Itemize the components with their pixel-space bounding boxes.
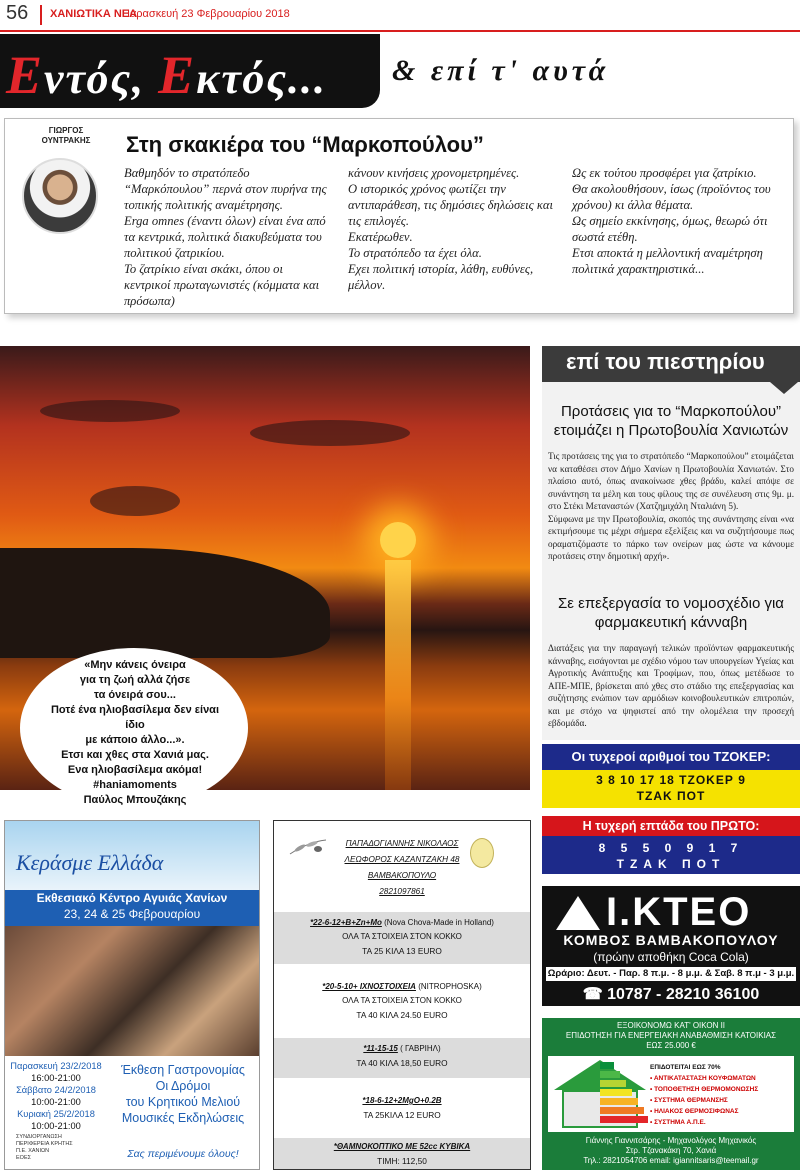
title-initial: Ε: [6, 45, 45, 105]
fair-photo: [5, 926, 259, 1056]
proto-title: Η τυχερή επτάδα του ΠΡΩΤΟ:: [542, 816, 800, 836]
photo-caption: «Μην κάνεις όνειρα για τη ζωή αλλά ζήσε τα όνειρά σου... Ποτέ ένα ηλιοβασίλεμα δεν είναι ίδιο με κάποιο άλλο...». Ετσι και χθες στα Χανιά μας. Ενα ηλιοβασίλεμα ακόμα! #haniamoments Παύλος Μπουζάκης: [50, 659, 220, 806]
opinion-title: Στη σκακιέρα του “Μαρκοπούλου”: [126, 132, 484, 157]
fair-invite: Σας περιμένουμε όλους!: [127, 1148, 239, 1160]
energy-list-item: • ΣΥΣΤΗΜΑ ΘΕΡΜΑΝΣΗΣ: [650, 1097, 728, 1104]
author-last: ΟΥΝΤΡΑΚΗΣ: [41, 136, 91, 145]
sun-reflection: [385, 560, 411, 790]
title-part: ντός,: [44, 54, 159, 103]
fert-item: [274, 912, 530, 964]
fert-product: *ΘΑΜΝΟΚΟΠΤΙΚΟ ΜΕ 52cc ΚΥΒΙΚΑ: [333, 1142, 471, 1151]
energy-foot-line: Γιάννης Γιαννιτσάρης - Μηχανολόγος Μηχανικός: [585, 1136, 757, 1145]
fert-note: (NITROPHOSKA): [415, 982, 482, 991]
energy-list-item: • ΤΟΠΟΘΕΤΗΣΗ ΘΕΡΜΟΜΟΝΩΣΗΣ: [650, 1086, 759, 1093]
fertilizer-header: [273, 836, 531, 900]
fert-price: ΤΑ 40 ΚΙΛΑ 24.50 EURO: [356, 1010, 448, 1020]
kteo-subtitle: ΚΟΜΒΟΣ ΒΑΜΒΑΚΟΠΟΥΛΟΥ: [563, 932, 779, 948]
author-name: [26, 126, 106, 146]
opinion-column-3: Ως εκ τούτου προσφέρει για ζατρίκιο. Θα ακολουθήσουν, ίσως (προϊόντος του χρόνου) κι άλλα θέματα. Ως σημείο εκκίνησης, όμως, θεωρώ ότι σωστά ετέθη. Ετσι αποκτά η μελλοντική αναμέτρηση πολιτικά χαρακτηριστικά...: [572, 166, 771, 276]
fert-note: ( ΓΑΒΡΙΗΛ): [397, 1044, 441, 1053]
author-first: ΓΙΩΡΓΟΣ: [48, 126, 84, 135]
fert-item: [274, 976, 530, 1028]
press-pointer: [770, 382, 798, 394]
news1-title: Προτάσεις για το “Μαρκοπούλου” ετοιμάζει η Πρωτοβουλία Χανιωτών: [553, 403, 789, 439]
fert-price: ΤΑ 25ΚΙΛΑ 12 EURO: [363, 1110, 441, 1120]
fair-time: 10:00-21:00: [31, 1097, 81, 1107]
energy-foot-line: Στρ. Τζανακάκη 70, Χανιά: [625, 1146, 717, 1155]
energy-footer: [546, 1136, 796, 1166]
column-title: [6, 44, 327, 106]
rating-bar: [600, 1089, 632, 1096]
fair-venue: Εκθεσιακό Κέντρο Αγυιάς Χανίων: [36, 891, 228, 905]
fert-price: ΤΑ 40 ΚΙΛΑ 18,50 EURO: [356, 1058, 448, 1068]
rating-bar: [600, 1071, 620, 1078]
fair-day: Σάββατο 24/2/2018: [16, 1085, 96, 1095]
energy-head-line: ΕΞΟΙΚΟΝΟΜΩ ΚΑΤ' ΟΙΚΟΝ ΙΙ: [616, 1021, 726, 1030]
energy-list-title: ΕΠΙΔΟΤΕΙΤΑΙ ΕΩΣ 70%: [650, 1064, 721, 1071]
fert-area: ΒΑΜΒΑΚΟΠΟΥΛΟ: [367, 871, 437, 880]
fair-day: Παρασκευή 23/2/2018: [10, 1061, 102, 1071]
kteo-title: Ι.ΚΤΕΟ: [606, 890, 752, 934]
column-subtitle: & επί τ' αυτά: [392, 54, 610, 87]
cloud-shape: [250, 420, 410, 446]
energy-list-item: • ΣΥΣΤΗΜΑ Α.Π.Ε.: [650, 1119, 706, 1126]
header-divider: [40, 5, 42, 25]
fair-logo: Κεράσμε Ελλάδα: [16, 850, 164, 875]
newspaper-name: ΧΑΝΙΩΤΙΚΑ ΝΕΑ: [50, 8, 138, 20]
fert-item: [274, 1038, 530, 1078]
energy-list: [650, 1062, 796, 1128]
fair-dates-range: 23, 24 & 25 Φεβρουαρίου: [63, 907, 201, 921]
fert-price: ΤΑ 25 ΚΙΛΑ 13 EURO: [362, 946, 442, 956]
title-initial: Ε: [158, 45, 197, 105]
fert-phone: 2821097861: [379, 887, 425, 896]
news2-title: Σε επεξεργασία το νομοσχέδιο για φαρμακευτική κάνναβη: [558, 595, 784, 631]
joker-title: Οι τυχεροί αριθμοί του ΤΖΟΚΕΡ:: [542, 744, 800, 770]
cloud-shape: [40, 400, 180, 422]
fert-product: *22-6-12+B+Zn+Mo: [310, 918, 382, 927]
joker-numbers: [542, 772, 800, 804]
fair-schedule: [8, 1060, 104, 1132]
press-title: επί του πιεστηρίου: [566, 349, 765, 374]
proto-number-list: 8 5 5 0 9 1 7: [598, 841, 744, 855]
kteo-logo-icon: [556, 896, 600, 930]
fert-address: ΛΕΩΦΟΡΟΣ ΚΑΖΑΝΤΖΑΚΗ 48: [344, 855, 460, 864]
fair-events: Έκθεση Γαστρονομίας Οι Δρόμοι του Κρητικού Μελιού Μουσικές Εκδηλώσεις: [121, 1063, 245, 1125]
news1-body: Τις προτάσεις της για το στρατόπεδο “Μαρκοπούλου” ετοιμάζεται να καταθέσει στον Δήμο Χανίων η Πρωτοβουλία Χανιωτών. Στο πλαίσιο αυτό, όπως ανακοίνωσε χθες βράδυ, καλεί απόψε σε συνάντηση τα μέλη και τους φίλους της σε συνέλευση στις 9μ. μ. στο Στέκι Μεταναστών (Χατζημιχάλη Νταλιάνη 5). Σύμφωνα με την Πρωτοβουλία, σκοπός της συνάντησης είναι «να εκτιμήσουμε τις μέχρι σήμερα εξελίξεις και να συζητήσουμε πως οραματιζόμαστε το πάρκο των ονείρων μας ώστε να κάνουμε προτάσεις στην δημοτική αρχή».: [548, 451, 794, 561]
fair-organizers: ΣΥΝΔΙΟΡΓΑΝΩΣΗ ΠΕΡΙΦΕΡΕΙΑ ΚΡΗΤΗΣ Π.Ε. ΧΑΝΙΩΝ ΕΟΕΣ: [16, 1134, 73, 1161]
fert-item: [274, 1138, 530, 1169]
proto-numbers: [542, 840, 800, 872]
kteo-phone: ☎ 10787 - 28210 36100: [582, 986, 760, 1003]
fert-product: *20-5-10+ ΙΧΝΟΣΤΟΙΧΕΙΑ: [322, 982, 416, 991]
fert-price: ΤΙΜΗ: 112,50: [377, 1156, 427, 1166]
opinion-column-2: κάνουν κινήσεις χρονομετρημένες. Ο ιστορικός χρόνος φωτίζει την αντιπαράθεση, τις δημόσιες δηλώσεις και τις επιλογές. Εκατέρωθεν. Το στρατόπεδο τα έχει όλα. Εχει πολιτική ιστορία, λάθη, ευθύνες, μέλλον.: [348, 166, 554, 292]
fair-time: 16:00-21:00: [31, 1073, 81, 1083]
fair-day: Κυριακή 25/2/2018: [17, 1109, 95, 1119]
fert-product: *11-15-15: [363, 1044, 398, 1053]
rating-bar: [600, 1116, 648, 1123]
fert-note: (Nova Chova-Made in Holland): [381, 918, 494, 927]
rating-bar: [600, 1080, 626, 1087]
news2-body: Διατάξεις για την παραγωγή τελικών προϊόντων φαρμακευτικής κάνναβης, εισάγονται με σχέδιο νόμου των υπουργείων Υγείας και Αγροτικής Ανάπτυξης και Τροφίμων, που, όπως μετέδωσε το ΑΠΕ-ΜΠΕ, βρίσκεται από χθες στο στάδιο της επεξεργασίας και συζήτησης ενώπιον των αρμόδιων κοινοβουλευτικών επιτροπών, και με στόχο να ψηφιστεί από την ολομέλεια την προσεχή εβδομάδα.: [548, 643, 794, 728]
energy-head-line: ΕΠΙΔΟΤΗΣΗ ΓΙΑ ΕΝΕΡΓΕΙΑΚΗ ΑΝΑΒΑΘΜΙΣΗ ΚΑΤΟΙΚΙΑΣ: [565, 1031, 777, 1040]
joker-number-list: 3 8 10 17 18 ΤΖΟΚΕΡ 9: [596, 773, 746, 787]
fert-extra: ΟΛΑ ΤΑ ΣΤΟΙΧΕΙΑ ΣΤΟΝ ΚΟΚΚΟ: [342, 932, 462, 941]
page-number: 56: [6, 2, 29, 24]
kteo-note: (πρώην αποθήκη Coca Cola): [593, 950, 749, 964]
rating-bar: [600, 1062, 614, 1069]
fert-name: ΠΑΠΑΔΟΓΙΑΝΝΗΣ ΝΙΚΟΛΑΟΣ: [345, 839, 459, 848]
fair-time: 10:00-21:00: [31, 1121, 81, 1131]
rating-bar: [600, 1107, 644, 1114]
energy-list-item: • ΑΝΤΙΚΑΤΑΣΤΑΣΗ ΚΟΥΦΩΜΑΤΩΝ: [650, 1075, 756, 1082]
proto-jackpot: ΤΖΑΚ ΠΟΤ: [616, 857, 726, 871]
energy-foot-line: Τηλ.: 2821054706 email: igiannitsaris@teemail.gr: [583, 1156, 759, 1165]
fert-item: [274, 1090, 530, 1130]
kteo-hours: Ωράριο: Δευτ. - Παρ. 8 π.μ. - 8 μ.μ. & Σαβ. 8 π.μ - 3 μ.μ.: [547, 968, 795, 979]
joker-jackpot: ΤΖΑΚ ΠΟΤ: [636, 789, 706, 803]
fert-product: *18-6-12+2MgO+0.2B: [362, 1096, 442, 1105]
energy-head-line: ΕΩΣ 25.000 €: [646, 1041, 696, 1050]
cloud-shape: [90, 486, 180, 516]
title-part: κτός...: [196, 54, 327, 103]
energy-list-item: • ΗΛΙΑΚΟΣ ΘΕΡΜΟΣΙΦΩΝΑΣ: [650, 1108, 739, 1115]
opinion-column-1: Βαθμηδόν το στρατόπεδο “Μαρκόπουλου” περνά στον πυρήνα της τοπικής πολιτικής αναμέτρησης. Erga omnes (έναντι όλων) είναι ένα από τα κεντρικά, πολιτικά διακυβεύματα του πολιτικού ζατρικίου. Το ζατρίκιο είναι σκάκι, όπου οι κεντρικοί πρωταγωνιστές (κόμματα και πρόσωπα): [124, 166, 327, 308]
sun-shape: [380, 522, 416, 558]
issue-date: Παρασκευή 23 Φεβρουαρίου 2018: [122, 8, 290, 20]
energy-header: [546, 1021, 796, 1051]
rating-bar: [600, 1098, 638, 1105]
author-avatar: [22, 158, 98, 234]
fert-extra: ΟΛΑ ΤΑ ΣΤΟΙΧΕΙΑ ΣΤΟΝ ΚΟΚΚΟ: [342, 996, 462, 1005]
